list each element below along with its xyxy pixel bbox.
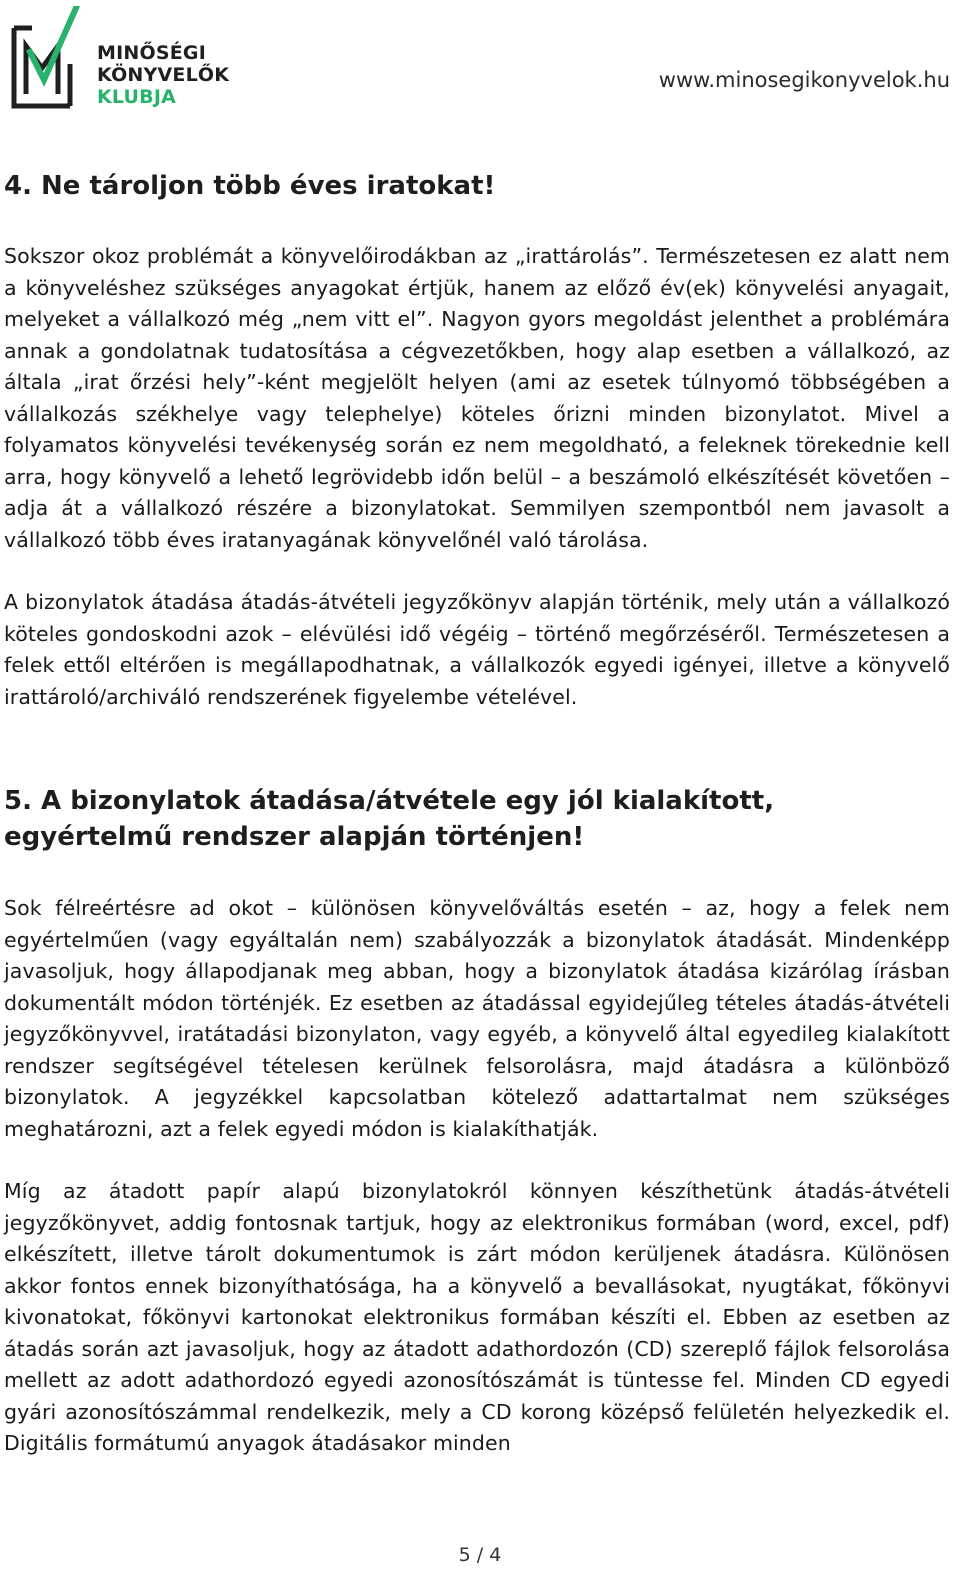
section-4-paragraph-1: Sokszor okoz problémát a könyvelőirodákban az „irattárolás”. Természetesen ez alatt nem a könyveléshez szükséges anyagokat értjük, hanem az előző év(ek) könyvelési anyagait, melyeket a vállalkozó még „nem vitt el”. Nagyon gyors megoldást jelenthet a problémára annak a gondolatnak tudatosítása a cégvezetőkben, hogy alap esetben a vállalkozó, az általa „irat őrzési hely”-ként megjelölt helyen (ami az esetek túlnyomó többségében a vállalkozás székhelye vagy telephelye) köteles őrizni minden bizonylatot. Mivel a folyamatos könyvelési tevékenység során ez nem megoldható, a feleknek törekednie kell arra, hogy könyvelő a lehető legrövidebb időn belül – a beszámoló elkészítését követően – adja át a vállalkozó részére a bizonylatokat. Semmilyen szempontból nem javasolt a vállalkozó több éves iratanyagának könyvelőnél való tárolása. [4,244,950,552]
site-url[interactable]: www.minosegikonyvelok.hu [658,68,950,92]
logo-wordmark [97,42,229,108]
logo-line-1: MINŐSÉGI [97,42,206,64]
document-body [4,168,950,1491]
section-4-title: 4. Ne tároljon több éves iratokat! [4,171,496,201]
page-header [0,0,960,120]
page-number: 5 / 4 [458,1544,502,1566]
logo-line-3: KLUBJA [97,86,177,108]
club-logo [10,6,230,110]
section-5-paragraph-1: Sok félreértésre ad okot – különösen könyvelőváltás esetén – az, hogy a felek nem egyértelműen (vagy egyáltalán nem) szabályozzák a bizonylatok átadását. Mindenképp javasoljuk, hogy állapodjanak meg abban, hogy a bizonylatok átadása kizárólag írásban dokumentált módon történjék. Ez esetben az átadással egyidejűleg tételes átadás-átvételi jegyzőkönyvvel, iratátadási bizonylaton, vagy egyéb, a könyvelő által egyedileg kialakított rendszer segítségével tételesen kerülnek felsorolásra, majd átadásra a különböző bizonylatok. A jegyzékkel kapcsolatban kötelező adattartalmat nem szükséges meghatározni, azt a felek egyedi módon is kialakíthatják. [4,896,950,1141]
logo-mark-icon [10,6,90,110]
section-4-paragraph-2: A bizonylatok átadása átadás-átvételi jegyzőkönyv alapján történik, mely után a vállalkozó köteles gondoskodni azok – elévülési idő végéig – történő megőrzéséről. Természetesen a felek ettől eltérően is megállapodhatnak, a vállalkozók egyedi igényei, illetve a könyvelő irattároló/archiváló rendszerének figyelembe vételével. [4,590,950,709]
section-5-paragraph-2: Míg az átadott papír alapú bizonylatokról könnyen készíthetünk átadás-átvételi jegyzőkönyvet, addig fontosnak tartjuk, hogy az elektronikus formában (word, excel, pdf) elkészített, illetve tárolt dokumentumok is zárt módon kerüljenek átadásra. Különösen akkor fontos ennek bizonyíthatósága, ha a könyvelő a bevallásokat, nyugtákat, főkönyvi kivonatokat, főkönyvi kartonokat elektronikus formában készíti el. Ebben az esetben az átadás során azt javasoljuk, hogy az átadott adathordozón (CD) szereplő fájlok felsorolása mellett az adott adathordozó egyedi azonosítószámát is tüntesse fel. Minden CD egyedi gyári azonosítószámmal rendelkezik, mely a CD korong középső felületén helyezkedik el. Digitális formátumú anyagok átadásakor minden [4,1179,950,1455]
logo-line-2: KÖNYVELŐK [97,64,230,86]
section-5-title: 5. A bizonylatok átadása/átvétele egy jól kialakított, egyértelmű rendszer alapján történjen! [4,786,775,852]
